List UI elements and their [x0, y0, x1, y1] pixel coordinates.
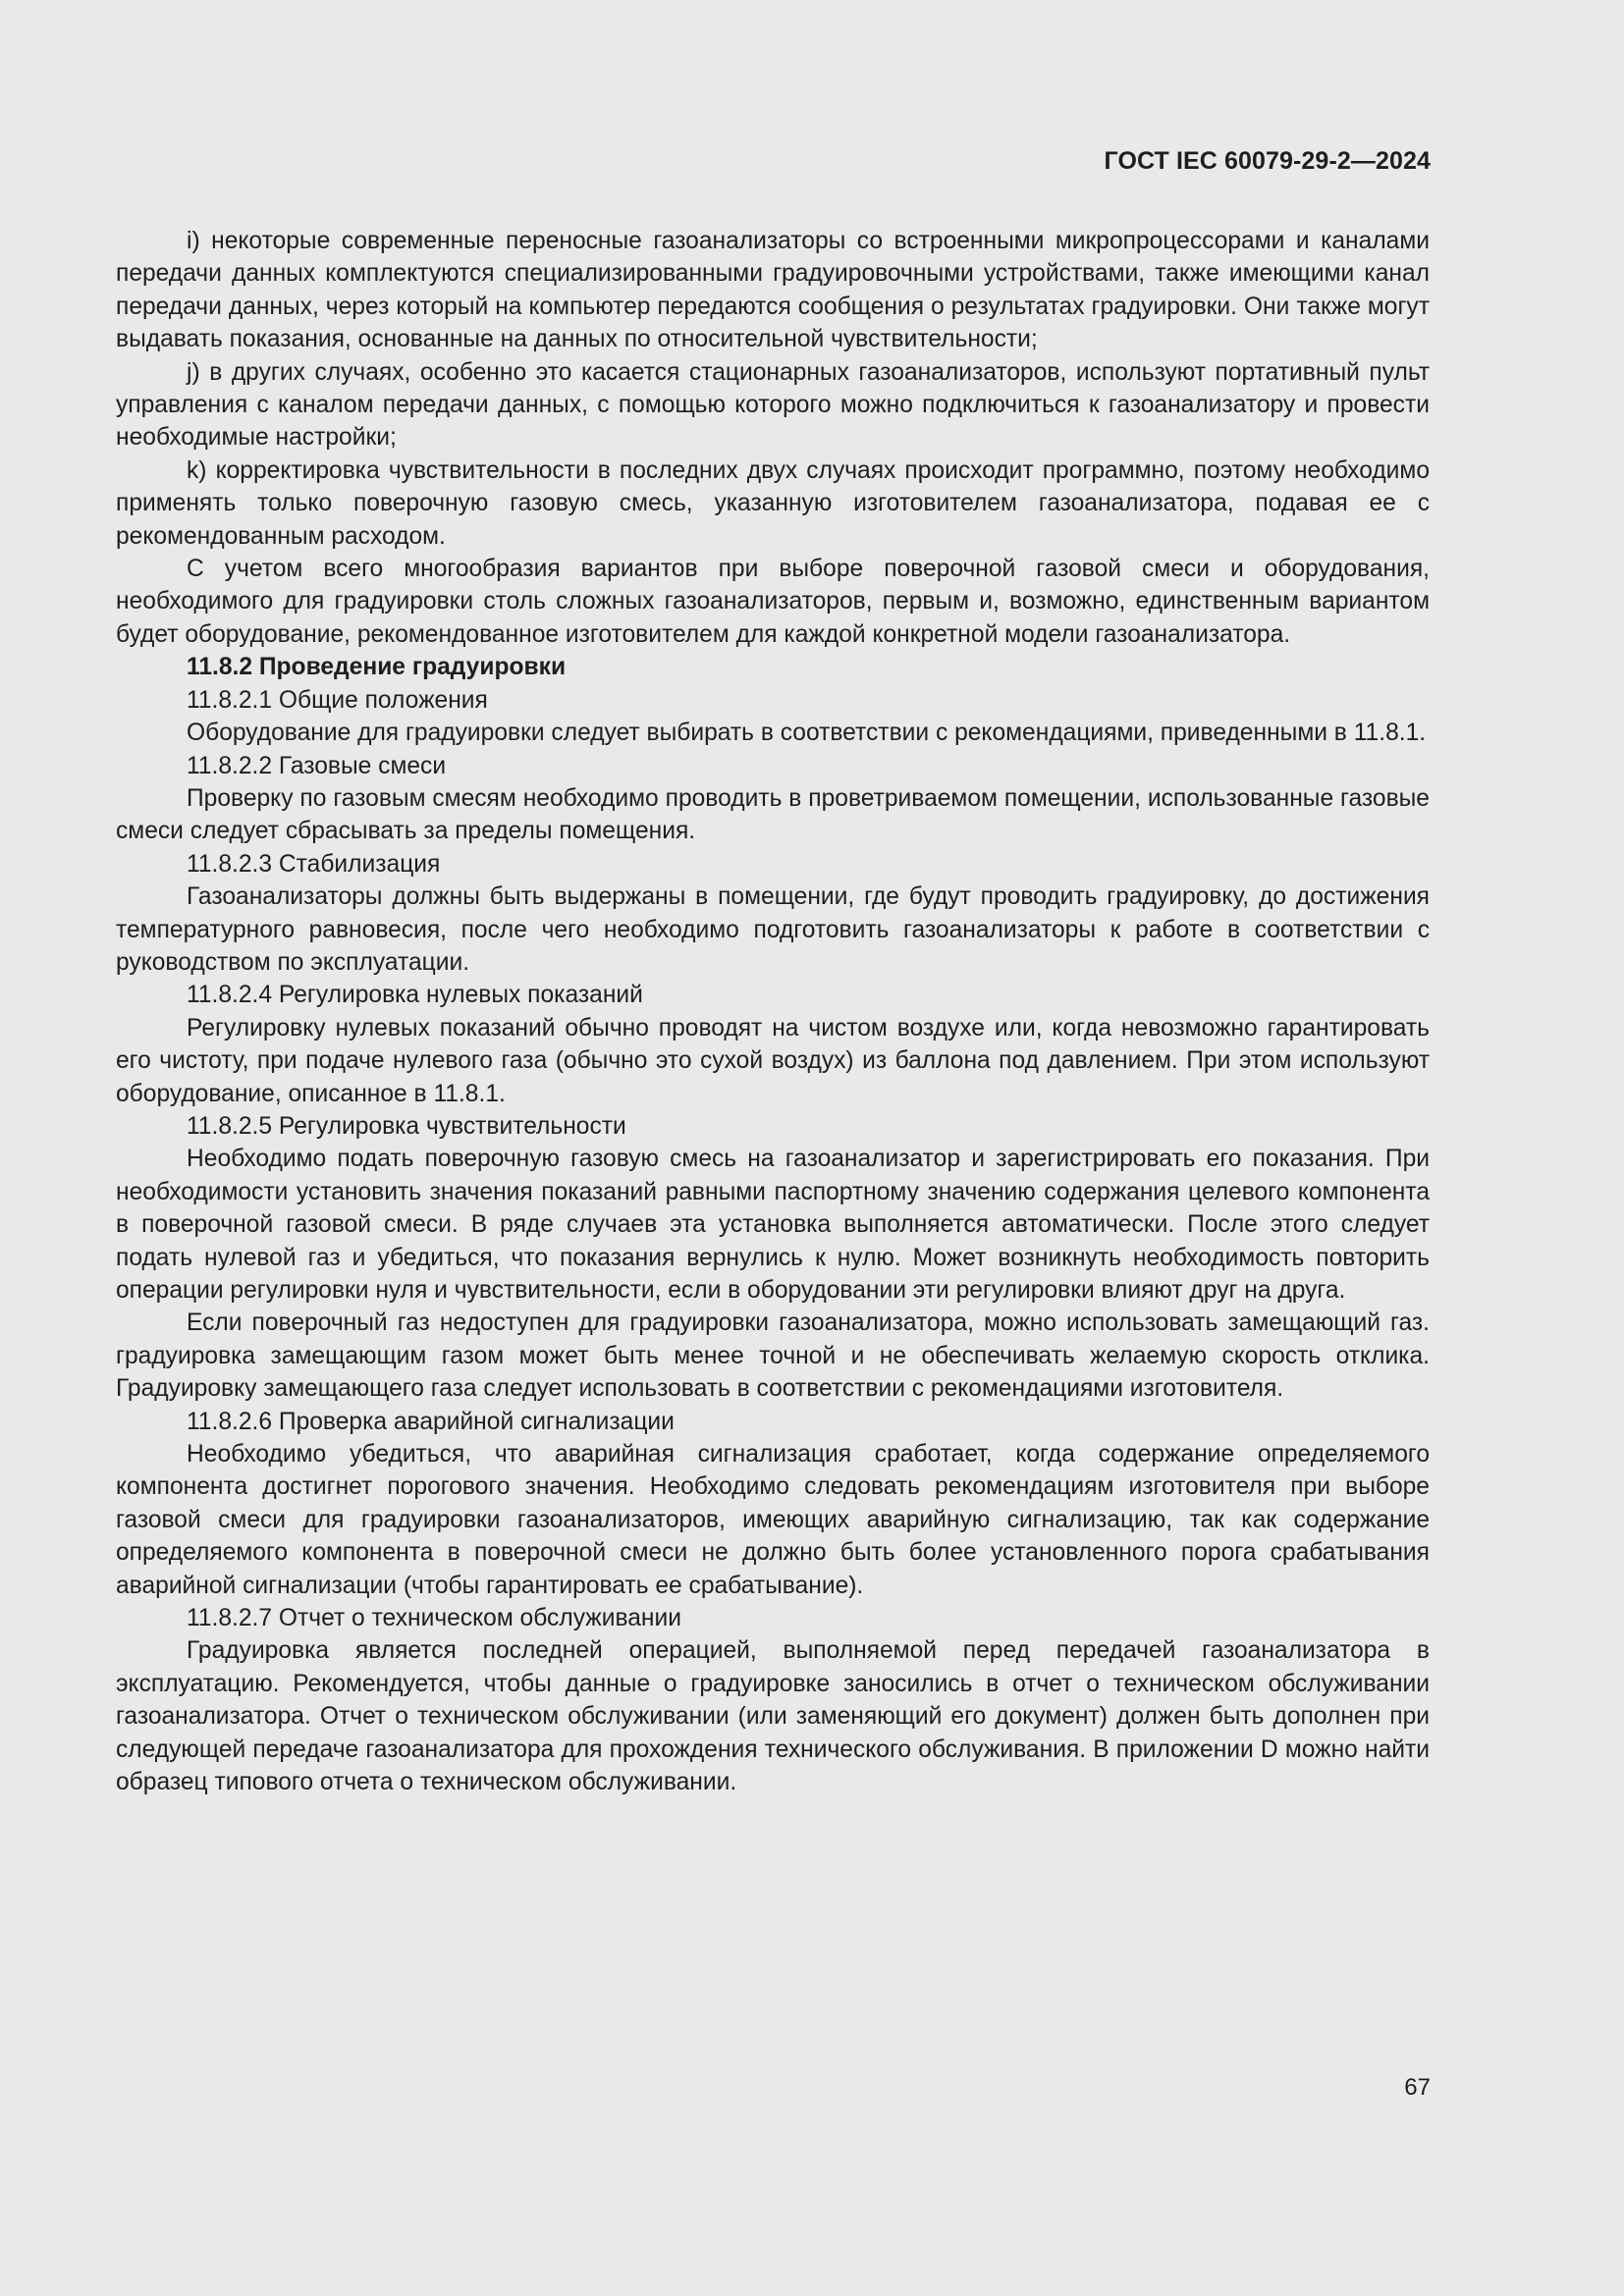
subsection-heading: 11.8.2.2 Газовые смеси [187, 752, 447, 779]
subsection-heading: 11.8.2.3 Стабилизация [187, 850, 441, 878]
paragraph: Необходимо подать поверочную газовую смесь на газоанализатор и зарегистрировать его показания. При необходимости установить значения показаний равными паспортному значению содержания целевого компонента в поверочной газовой смеси. В ряде случаев эта установка выполняется автоматически. После этого следует подать нулевой газ и убедиться, что показания вернулись к нулю. Может возникнуть необходимость повторить операции регулировки нуля и чувствительности, если в оборудовании эти регулировки влияют друг на друга. [116, 1146, 1430, 1304]
paragraph: Регулировку нулевых показаний обычно проводят на чистом воздухе или, когда невозможно гарантировать его чистоту, при подаче нулевого газа (обычно это сухой воздух) из баллона под давлением. При этом используют оборудование, описанное в 11.8.1. [116, 1014, 1430, 1107]
paragraph: Градуировка является последней операцией, выполняемой перед передачей газоанализатора в эксплуатацию. Рекомендуется, чтобы данные о градуировке заносились в отчет о техническом обслуживании газоанализатора. Отчет о техническом обслуживании (или заменяющий его документ) должен быть дополнен при следующей передаче газоанализатора для прохождения технического обслуживания. В приложении D можно найти образец типового отчета о техническом обслуживании. [116, 1637, 1430, 1796]
document-header: ГОСТ IEC 60079-29-2—2024 [1104, 147, 1431, 175]
section-heading: 11.8.2 Проведение градуировки [187, 654, 567, 681]
paragraph: Если поверочный газ недоступен для градуировки газоанализатора, можно использовать замещающий газ. градуировка замещающим газом может быть менее точной и не обеспечивать желаемую скорость отклика. Градуировку замещающего газа следует использовать в соответствии с рекомендациями изготовителя. [116, 1309, 1430, 1403]
subsection-heading: 11.8.2.7 Отчет о техническом обслуживании [187, 1605, 681, 1632]
subsection-heading: 11.8.2.4 Регулировка нулевых показаний [187, 982, 643, 1009]
paragraph: Газоанализаторы должны быть выдержаны в помещении, где будут проводить градуировку, до достижения температурного равновесия, после чего необходимо подготовить газоанализаторы к работе в соответствии с руководством по эксплуатации. [116, 883, 1430, 976]
paragraph: Оборудование для градуировки следует выбирать в соответствии с рекомендациями, приведенными в 11.8.1. [187, 720, 1427, 747]
subsection-heading: 11.8.2.1 Общие положения [187, 686, 488, 714]
subsection-heading: 11.8.2.6 Проверка аварийной сигнализации [187, 1408, 675, 1435]
list-item-k: k) корректировка чувствительности в последних двух случаях происходит программно, поэтому необходимо применять только поверочную газовую смесь, указанную изготовителем газоанализатора, подавая ее с рекомендованным расходом. [116, 456, 1430, 550]
paragraph: Необходимо убедиться, что аварийная сигнализация сработает, когда содержание определяемого компонента достигнет порогового значения. Необходимо следовать рекомендациям изготовителя при выборе газовой смеси для градуировки газоанализаторов, имеющих аварийную сигнализацию, так как содержание определяемого компонента в поверочной смеси не должно быть более установленного порога срабатывания аварийной сигнализации (чтобы гарантировать ее срабатывание). [116, 1441, 1430, 1599]
paragraph: С учетом всего многообразия вариантов при выборе поверочной газовой смеси и оборудования, необходимого для градуировки столь сложных газоанализаторов, первым и, возможно, единственным вариантом будет оборудование, рекомендованное изготовителем для каждой конкретной модели газоанализатора. [116, 556, 1430, 648]
subsection-heading: 11.8.2.5 Регулировка чувствительности [187, 1112, 626, 1140]
page-number: 67 [1404, 2074, 1431, 2101]
list-item-i: i) некоторые современные переносные газоанализаторы со встроенными микропроцессорами и каналами передачи данных комплектуются специализированными градуировочными устройствами, также имеющими канал передачи данных, через который на компьютер передаются сообщения о результатах градуировки. Они также могут выдавать показания, основанные на данных по относительной чувствительности; [116, 228, 1430, 353]
paragraph: Проверку по газовым смесям необходимо проводить в проветриваемом помещении, использованные газовые смеси следует сбрасывать за пределы помещения. [116, 784, 1430, 845]
document-body [116, 225, 1430, 1799]
list-item-j: j) в других случаях, особенно это касается стационарных газоанализаторов, используют портативный пульт управления с каналом передачи данных, с помощью которого можно подключиться к газоанализатору и провести необходимые настройки; [116, 358, 1430, 452]
